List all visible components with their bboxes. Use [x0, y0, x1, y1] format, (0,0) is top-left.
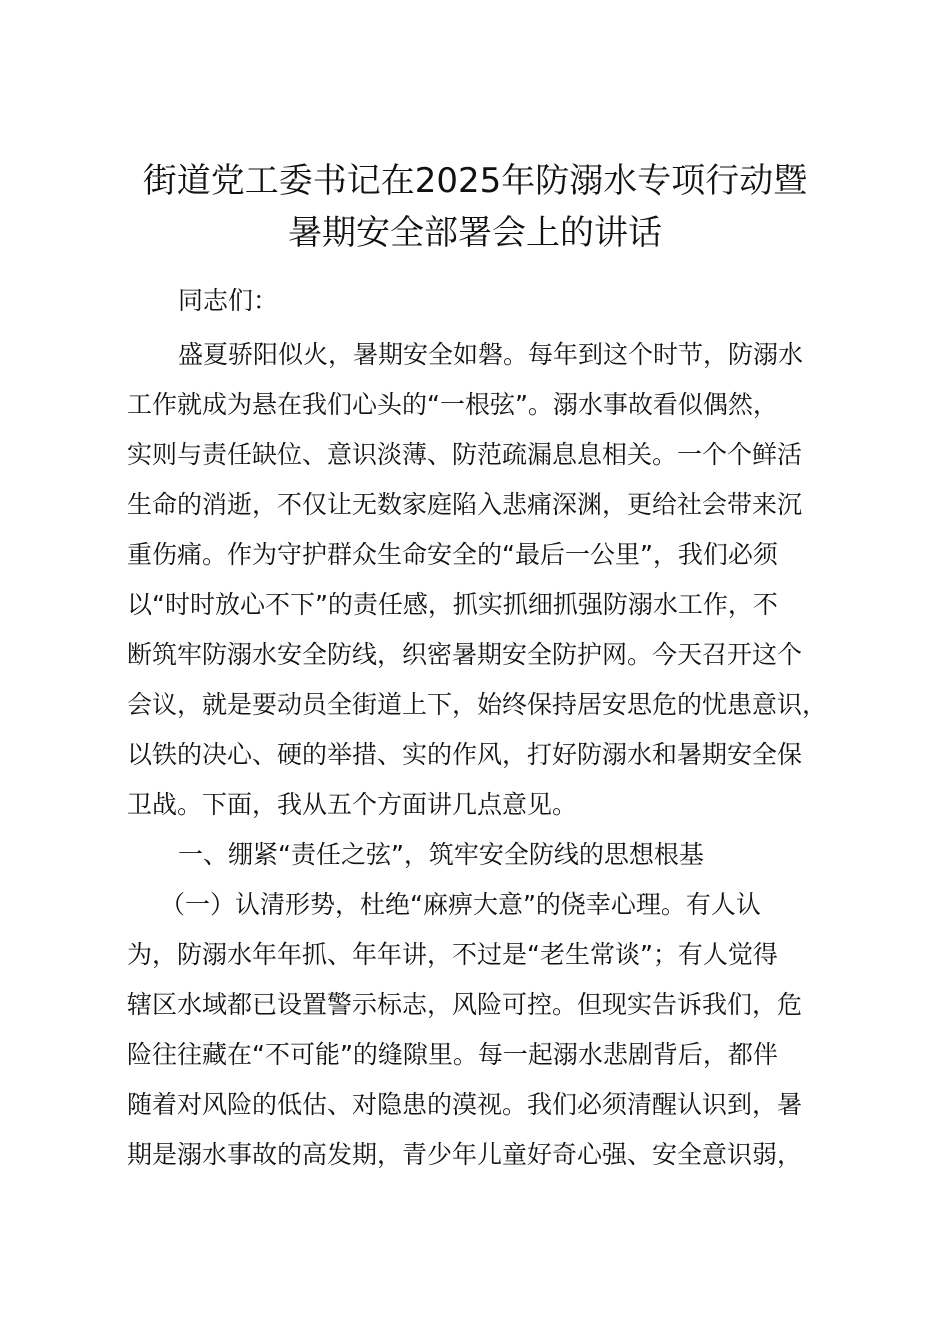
title-line-2: 暑期安全部署会上的讲话 — [288, 213, 662, 253]
paragraph-line: 会议，就是要动员全街道上下，始终保持居安思危的忧患意识， — [127, 690, 828, 719]
paragraph-line: 险往往藏在“不可能”的缝隙里。每一起溺水悲剧背后，都伴 — [127, 1040, 778, 1069]
paragraph-line: 盛夏骄阳似火，暑期安全如磐。每年到这个时节，防溺水 — [178, 340, 804, 369]
paragraph-line: 卫战。下面，我从五个方面讲几点意见。 — [127, 790, 578, 819]
salutation: 同志们： — [178, 286, 279, 315]
paragraph-line: 实则与责任缺位、意识淡薄、防范疏漏息息相关。一个个鲜活 — [127, 440, 803, 469]
paragraph-line: 以“时时放心不下”的责任感，抓实抓细抓强防溺水工作，不 — [127, 590, 778, 619]
paragraph-line: （一）认清形势，杜绝“麻痹大意”的侥幸心理。有人认 — [160, 890, 761, 919]
paragraph-line: 为，防溺水年年抓、年年讲，不过是“老生常谈”；有人觉得 — [127, 940, 778, 969]
paragraph-line: 重伤痛。作为守护群众生命安全的“最后一公里”，我们必须 — [127, 540, 778, 569]
paragraph-line: 辖区水域都已设置警示标志，风险可控。但现实告诉我们，危 — [127, 990, 803, 1019]
paragraph-line: 以铁的决心、硬的举措、实的作风，打好防溺水和暑期安全保 — [127, 740, 803, 769]
paragraph-line: 期是溺水事故的高发期，青少年儿童好奇心强、安全意识弱， — [127, 1140, 803, 1169]
paragraph-line: 生命的消逝，不仅让无数家庭陷入悲痛深渊，更给社会带来沉 — [127, 490, 803, 519]
paragraph-line: 随着对风险的低估、对隐患的漠视。我们必须清醒认识到，暑 — [127, 1090, 803, 1119]
section-heading-1: 一、绷紧“责任之弦”，筑牢安全防线的思想根基 — [178, 840, 704, 869]
paragraph-line: 工作就成为悬在我们心头的“一根弦”。溺水事故看似偶然， — [127, 390, 778, 419]
paragraph-line: 断筑牢防溺水安全防线，织密暑期安全防护网。今天召开这个 — [127, 640, 803, 669]
title-line-1: 街道党工委书记在2025年防溺水专项行动暨 — [142, 161, 808, 201]
